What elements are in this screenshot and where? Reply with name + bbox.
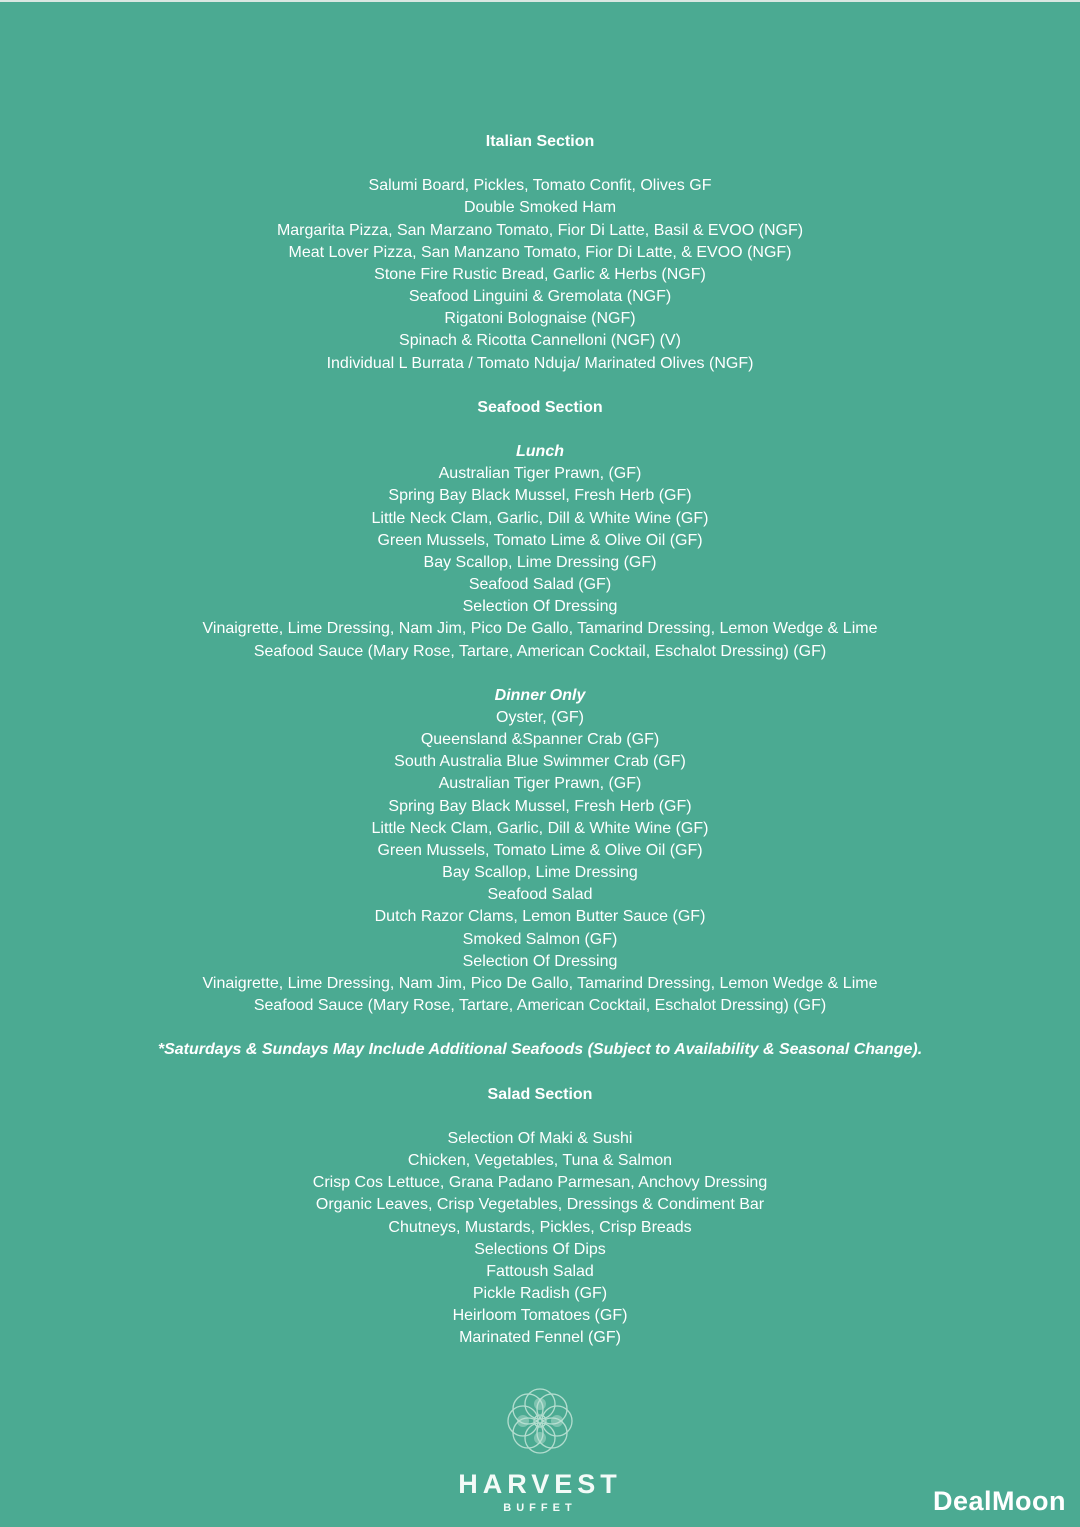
spacer	[0, 419, 1080, 441]
menu-item: Australian Tiger Prawn, (GF)	[438, 775, 642, 793]
menu-item: Seafood Linguini & Gremolata (NGF)	[408, 288, 672, 306]
menu-item: Spring Bay Black Mussel, Fresh Herb (GF)	[388, 487, 692, 505]
menu-item: Seafood Sauce (Mary Rose, Tartare, American Cocktail, Eschalot Dressing) (GF)	[253, 997, 827, 1015]
menu-item: Spinach & Ricotta Cannelloni (NGF) (V)	[399, 332, 681, 350]
menu-item: Little Neck Clam, Garlic, Dill & White Wine (GF)	[371, 509, 709, 527]
lunch-subheading: Lunch	[516, 443, 564, 461]
menu-item: Selection Of Maki & Sushi	[447, 1129, 633, 1147]
spacer	[0, 1017, 1080, 1039]
spacer	[0, 1106, 1080, 1128]
menu-item: Fattoush Salad	[486, 1262, 594, 1280]
menu-item: Double Smoked Ham	[463, 199, 617, 217]
salad-section-heading: Salad Section	[487, 1085, 593, 1103]
menu-item: Seafood Salad	[487, 886, 593, 904]
menu-item: Bay Scallop, Lime Dressing (GF)	[423, 553, 657, 571]
menu-item: Smoked Salmon (GF)	[462, 930, 618, 948]
menu-item: Selections Of Dips	[474, 1240, 606, 1258]
menu-item: Seafood Sauce (Mary Rose, Tartare, American Cocktail, Eschalot Dressing) (GF)	[253, 642, 827, 660]
menu-item: Australian Tiger Prawn, (GF)	[438, 465, 642, 483]
menu-item: Crisp Cos Lettuce, Grana Padano Parmesan, Anchovy Dressing	[312, 1174, 768, 1192]
brand-name: HARVEST	[458, 1469, 622, 1499]
italian-items	[0, 175, 1080, 374]
brand-subtitle: BUFFET	[503, 1502, 577, 1514]
dinner-subheading: Dinner Only	[494, 686, 586, 704]
menu-item: Selection Of Dressing	[462, 598, 618, 616]
menu-item: Organic Leaves, Crisp Vegetables, Dressings & Condiment Bar	[315, 1196, 765, 1214]
menu-item: Vinaigrette, Lime Dressing, Nam Jim, Pico De Gallo, Tamarind Dressing, Lemon Wedge & Lime	[202, 620, 878, 638]
menu-item: Selection Of Dressing	[462, 952, 618, 970]
lunch-items	[0, 463, 1080, 662]
dealmoon-watermark: DealMoon	[932, 1486, 1066, 1516]
menu-item: Little Neck Clam, Garlic, Dill & White Wine (GF)	[371, 819, 709, 837]
floral-ornament-icon	[503, 1384, 577, 1458]
spacer	[0, 663, 1080, 685]
menu-item: Green Mussels, Tomato Lime & Olive Oil (GF)	[377, 531, 703, 549]
menu-item: Spring Bay Black Mussel, Fresh Herb (GF)	[388, 797, 692, 815]
menu-item: Individual L Burrata / Tomato Nduja/ Marinated Olives (NGF)	[326, 354, 754, 372]
menu-item: Pickle Radish (GF)	[472, 1285, 608, 1303]
spacer	[0, 1061, 1080, 1083]
menu-item: Margarita Pizza, San Marzano Tomato, Fior Di Latte, Basil & EVOO (NGF)	[276, 221, 804, 239]
menu-item: Salumi Board, Pickles, Tomato Confit, Olives GF	[368, 177, 712, 195]
seafood-section-heading: Seafood Section	[477, 398, 603, 416]
menu-item: Meat Lover Pizza, San Manzano Tomato, Fior Di Latte, & EVOO (NGF)	[288, 243, 792, 261]
menu-item: Marinated Fennel (GF)	[459, 1329, 621, 1347]
dinner-items	[0, 707, 1080, 1017]
menu-item: Queensland &Spanner Crab (GF)	[420, 731, 660, 749]
menu-content	[0, 131, 1080, 1349]
menu-item: Stone Fire Rustic Bread, Garlic & Herbs (NGF)	[374, 265, 706, 283]
spacer	[0, 375, 1080, 397]
spacer	[0, 153, 1080, 175]
menu-item: Chutneys, Mustards, Pickles, Crisp Breads	[388, 1218, 692, 1236]
menu-item: Seafood Salad (GF)	[468, 576, 612, 594]
top-border	[0, 0, 1080, 2]
salad-items	[0, 1128, 1080, 1350]
menu-item: South Australia Blue Swimmer Crab (GF)	[394, 753, 686, 771]
menu-item: Bay Scallop, Lime Dressing	[442, 864, 638, 882]
menu-item: Heirloom Tomatoes (GF)	[452, 1307, 628, 1325]
weekend-seafood-note: *Saturdays & Sundays May Include Additional Seafoods (Subject to Availability & Seasonal Change).	[157, 1041, 923, 1059]
menu-item: Rigatoni Bolognaise (NGF)	[444, 310, 636, 328]
menu-item: Oyster, (GF)	[496, 709, 584, 726]
menu-item: Dutch Razor Clams, Lemon Butter Sauce (GF)	[374, 908, 706, 926]
menu-item: Green Mussels, Tomato Lime & Olive Oil (GF)	[377, 841, 703, 859]
harvest-buffet-logo	[440, 1384, 640, 1514]
menu-item: Vinaigrette, Lime Dressing, Nam Jim, Pico De Gallo, Tamarind Dressing, Lemon Wedge & Lime	[202, 974, 878, 992]
italian-section-heading: Italian Section	[485, 133, 595, 150]
menu-item: Chicken, Vegetables, Tuna & Salmon	[407, 1152, 673, 1170]
